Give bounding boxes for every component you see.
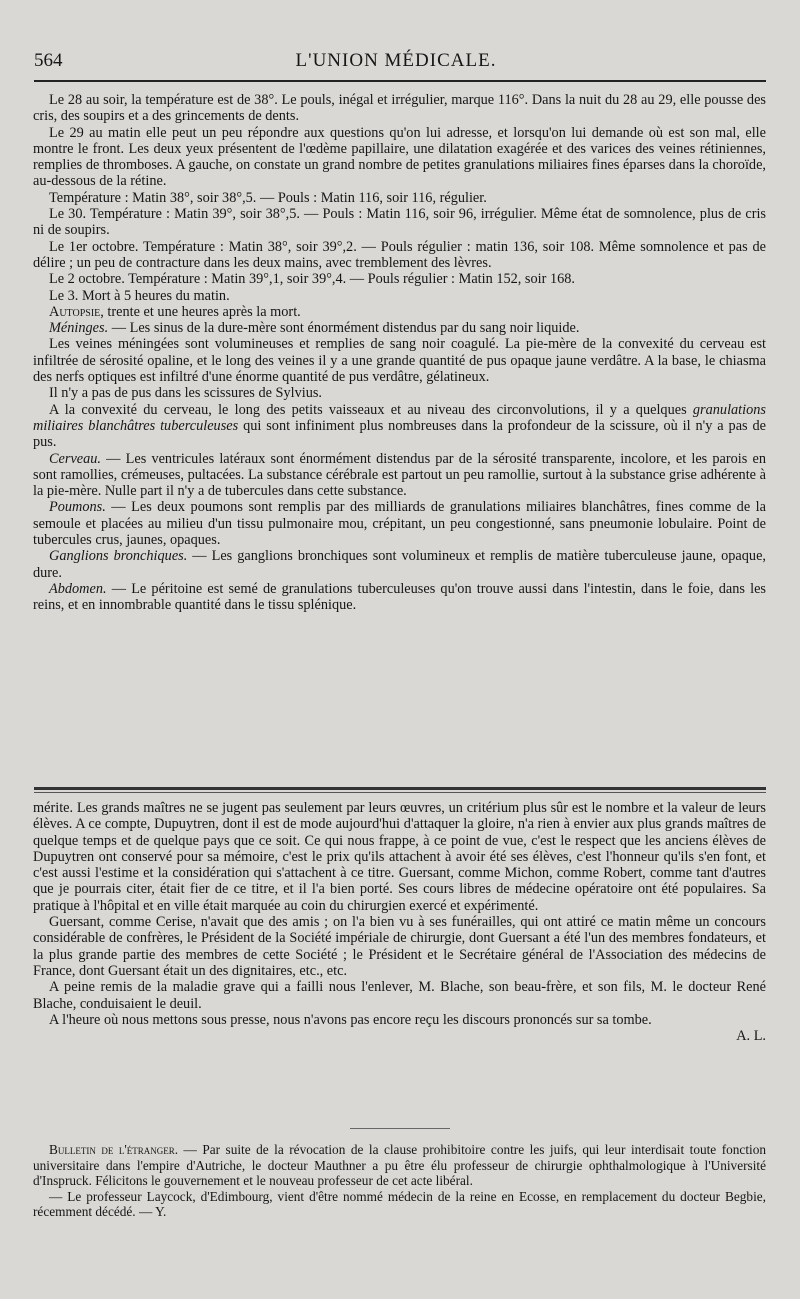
running-title: L'UNION MÉDICALE. bbox=[295, 50, 497, 71]
cerveau-label: Cerveau. bbox=[49, 450, 102, 467]
ganglions-label: Ganglions bronchiques. bbox=[49, 548, 188, 565]
meninges-paragraph: Méninges. — Les sinus de la dure-mère sont énormément distendus par du sang noir liquide. bbox=[49, 320, 580, 337]
case-report-column bbox=[33, 92, 766, 614]
meninges-label: Méninges. bbox=[49, 320, 109, 337]
section-divider bbox=[34, 787, 766, 790]
paragraph: A peine remis de la maladie grave qui a failli nous l'enlever, M. Blache, son beau-frère, et son fils, M. le docteur René Blache, conduisaient le deuil. bbox=[33, 979, 766, 1012]
signature: A. L. bbox=[736, 1028, 766, 1045]
bulletin-column bbox=[33, 1142, 766, 1220]
abdomen-label: Abdomen. bbox=[49, 580, 107, 597]
paragraph: Température : Matin 38°, soir 38°,5. — Pouls : Matin 116, soir 116, régulier. bbox=[49, 189, 487, 206]
header-rule bbox=[34, 80, 766, 82]
section-divider-thin bbox=[34, 792, 766, 793]
paragraph: Il n'y a pas de pus dans les scissures de Sylvius. bbox=[49, 385, 322, 402]
paragraph: Le 1er octobre. Température : Matin 38°, soir 39°,2. — Pouls régulier : matin 136, soir 108. Même somnolence et pas de délire ; un peu de contracture dans les deux mains, avec tremblement des lèvres. bbox=[33, 238, 766, 271]
paragraph: Le 29 au matin elle peut un peu répondre aux questions qu'on lui adresse, et lorsqu'on lui demande où est son mal, elle montre le front. Les deux yeux présentent de l'œdème papillaire, une dilatation exagérée et des varices des veines rétiniennes, remplies de thromboses. A gauche, on constate un grand nombre de petites granulations miliaires fines éparses dans la choroïde, au-dessous de la rétine. bbox=[33, 124, 766, 190]
paragraph: Le 2 octobre. Température : Matin 39°,1, soir 39°,4. — Pouls régulier : Matin 152, soir 168. bbox=[49, 271, 575, 288]
paragraph: Guersant, comme Cerise, n'avait que des amis ; on l'a bien vu à ses funérailles, qui ont attiré ce matin même un concours considérable de confrères, le Président de la Société impériale de chirurgie, dont Guersant a été l'un des membres fondateurs, et la plus grande partie des membres de cette Société ; le Président et le Secrétaire général de l'Association des médecins de France, dont Guersant était un des dignitaires, etc., etc. bbox=[33, 914, 766, 979]
ganglions-paragraph: Ganglions bronchiques. — Les ganglions bronchiques sont volumineux et remplis de matière tuberculeuse jaune, opaque, dure. bbox=[33, 548, 766, 581]
paragraph: — Le professeur Laycock, d'Edimbourg, vient d'être nommé médecin de la reine en Ecosse, en remplacement du docteur Begbie, récemment décédé. — Y. bbox=[33, 1188, 766, 1220]
bulletin-divider bbox=[350, 1128, 450, 1129]
page-header bbox=[34, 44, 758, 78]
paragraph: Le 28 au soir, la température est de 38°. Le pouls, inégal et irrégulier, marque 116°. Dans la nuit du 28 au 29, elle pousse des cris, des soupirs et a des grincements de dents. bbox=[33, 92, 766, 125]
poumons-paragraph: Poumons. — Les deux poumons sont remplis par des milliards de granulations miliaires blanchâtres, fines comme de la semoule et placées au milieu d'un tissu pulmonaire mou, crépitant, un peu congestionné, sans pneumonie lobulaire. Point de tubercules crus, jaunes, opaques. bbox=[33, 499, 766, 549]
obituary-column bbox=[33, 800, 766, 1044]
granulations-italic: granulations miliaires blanchâtres tuberculeuses bbox=[33, 401, 766, 434]
paragraph: Le 30. Température : Matin 39°, soir 38°,5. — Pouls : Matin 116, soir 96, irrégulier. Même état de somnolence, plus de cris ni de soupirs. bbox=[33, 206, 766, 239]
abdomen-paragraph: Abdomen. — Le péritoine est semé de granulations tuberculeuses qu'on trouve aussi dans l'intestin, dans le foie, dans les reins, et en innombrable quantité dans le tissu splénique. bbox=[33, 580, 766, 614]
bulletin-paragraph: Bulletin de l'étranger. — Par suite de la révocation de la clause prohibitoire contre les juifs, qui leur interdisait toute fonction universitaire dans l'empire d'Autriche, le docteur Mauthner a pu être élu professeur de chirurgie ophthalmologique à l'Université d'Inspruck. Félicitons le gouvernement et le nouveau professeur de cet acte libéral. bbox=[33, 1142, 767, 1189]
autopsy-paragraph: Autopsie, trente et une heures après la mort. bbox=[49, 303, 301, 320]
poumons-label: Poumons. bbox=[49, 499, 106, 516]
autopsy-label: Autopsie bbox=[49, 303, 101, 320]
bulletin-label: Bulletin de l'étranger. bbox=[49, 1142, 179, 1157]
paragraph: A l'heure où nous mettons sous presse, nous n'avons pas encore reçu les discours prononcés sur sa tombe. bbox=[49, 1011, 652, 1028]
page-number: 564 bbox=[34, 50, 63, 71]
paragraph: Le 3. Mort à 5 heures du matin. bbox=[49, 287, 230, 304]
paragraph: Les veines méningées sont volumineuses et remplies de sang noir coagulé. La pie-mère de la convexité du cerveau est infiltrée de sérosité opaline, et le long des veines il y a une grande quantité de pus opaque jaune verdâtre. A la base, le chiasma des nerfs optiques est infiltré d'une énorme quantité de pus verdâtre, gélatineux. bbox=[33, 336, 766, 386]
cerveau-paragraph: Cerveau. — Les ventricules latéraux sont énormément distendus par de la sérosité transparente, incolore, et les parois en sont ramollies, crémeuses, pultacées. La substance cérébrale est partout un peu ramollie, surtout à la substance grise adhérente à la pie-mère. Nulle part il n'y a de tubercules dans cette substance. bbox=[33, 450, 766, 500]
paragraph: mérite. Les grands maîtres ne se jugent pas seulement par leurs œuvres, un critérium plus sûr est le nombre et la valeur de leurs élèves. A ce compte, Dupuytren, dont il est de mode aujourd'hui d'attaquer la gloire, n'a rien à envier aux plus grands maîtres de quelque temps et de quelque pays que ce soit. Ce qui nous frappe, à ce point de vue, c'est le respect que les anciens élèves de Dupuytren ont conservé pour sa mémoire, c'est le prix qu'ils attachent à avoir été ses élèves, c'est l'honneur qu'ils s'en font, et c'est aussi l'estime et la considération qui s'attachent à ce titre. Guersant, comme Michon, comme Robert, comme tant d'autres que je pourrais citer, était fier de ce titre, et il l'a bien porté. Ses cours libres de médecine opératoire ont été populaires. Sa pratique à l'hôpital et en ville était marquée au coin du chirurgien exercé et expérimenté. bbox=[33, 800, 766, 914]
convexity-paragraph: A la convexité du cerveau, le long des petits vaisseaux et au niveau des circonvolutions, il y a quelques granulations miliaires blanchâtres tuberculeuses qui sont infiniment plus nombreuses dans la profondeur de la scissure, où il n'y a pas de pus. bbox=[33, 401, 766, 451]
